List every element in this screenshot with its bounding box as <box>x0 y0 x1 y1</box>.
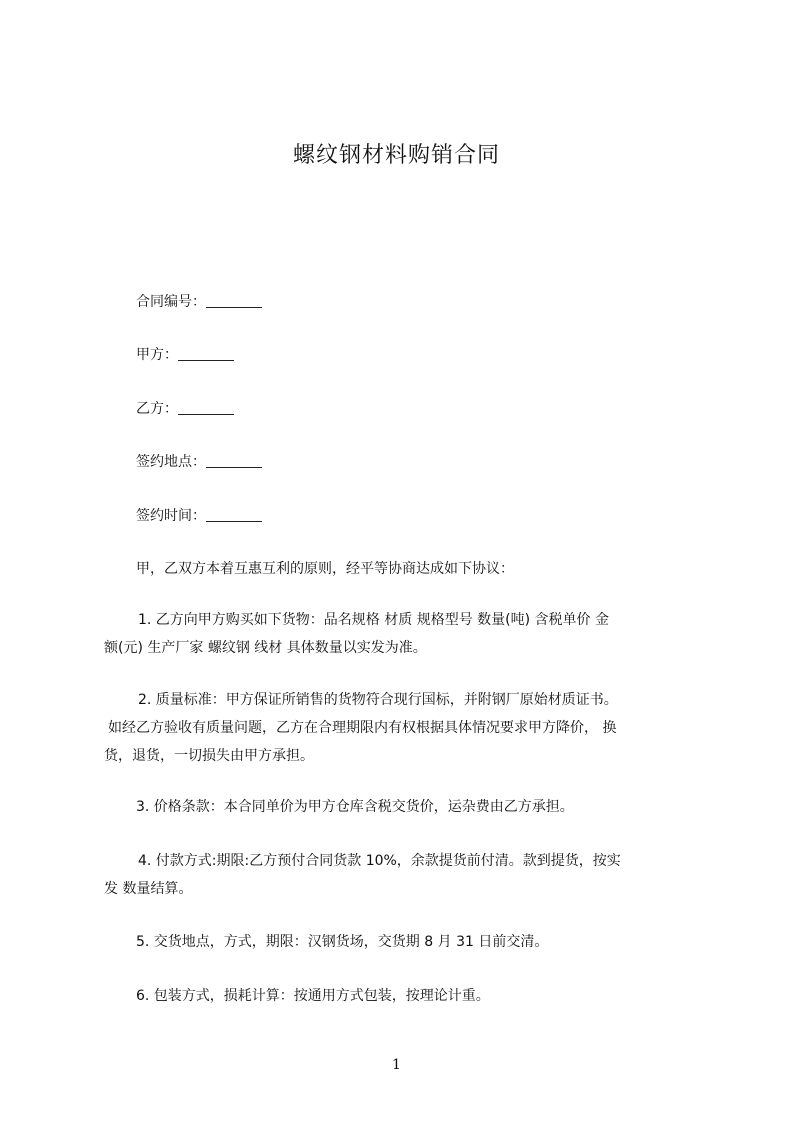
field-label: 签约时间： <box>136 508 206 524</box>
field-party-a <box>136 345 234 365</box>
field-blank-line <box>206 293 262 308</box>
field-blank-line <box>206 453 262 468</box>
clause-line: 4. 付款方式:期限:乙方预付合同货款 10%，余款提货前付清。款到提货，按实 <box>138 853 621 869</box>
field-label: 甲方： <box>136 347 178 363</box>
clause-5 <box>104 928 704 956</box>
document-title: 螺纹钢材料购销合同 <box>292 143 500 168</box>
field-label: 乙方： <box>136 401 178 417</box>
field-party-b <box>136 399 234 419</box>
clause-line: 发 数量结算。 <box>104 881 193 897</box>
clause-1 <box>104 606 704 662</box>
field-label: 合同编号： <box>136 294 206 310</box>
intro-paragraph: 甲，乙双方本着互惠互利的原则，经平等协商达成如下协议： <box>136 561 514 577</box>
clause-4 <box>104 847 704 903</box>
clause-6 <box>104 982 704 1010</box>
clause-line: 1. 乙方向甲方购买如下货物：品名规格 材质 规格型号 数量(吨) 含税单价 金 <box>138 612 609 628</box>
field-blank-line <box>178 400 234 415</box>
field-signing-time <box>136 506 262 526</box>
field-label: 签约地点： <box>136 454 206 470</box>
clause-line: 6. 包装方式，损耗计算：按通用方式包装，按理论计重。 <box>136 988 490 1004</box>
clause-2 <box>104 686 704 770</box>
field-signing-place <box>136 452 262 472</box>
clause-line: 3. 价格条款：本合同单价为甲方仓库含税交货价，运杂费由乙方承担。 <box>136 799 574 815</box>
field-blank-line <box>206 507 262 522</box>
clause-3 <box>104 793 704 821</box>
field-blank-line <box>178 346 234 361</box>
clause-line: 货，退货，一切损失由甲方承担。 <box>104 748 314 764</box>
field-contract-number <box>136 292 262 312</box>
page-number: 1 <box>392 1057 401 1073</box>
clause-line: 额(元) 生产厂家 螺纹钢 线材 具体数量以实发为准。 <box>104 640 427 656</box>
clause-line: 5. 交货地点，方式，期限：汉钢货场，交货期 8 月 31 日前交清。 <box>136 934 549 950</box>
clause-line: 2. 质量标准：甲方保证所销售的货物符合现行国标，并附钢厂原始材质证书。 <box>138 692 618 708</box>
clause-line: 如经乙方验收有质量问题，乙方在合理期限内有权根据具体情况要求甲方降价， 换 <box>108 720 617 736</box>
